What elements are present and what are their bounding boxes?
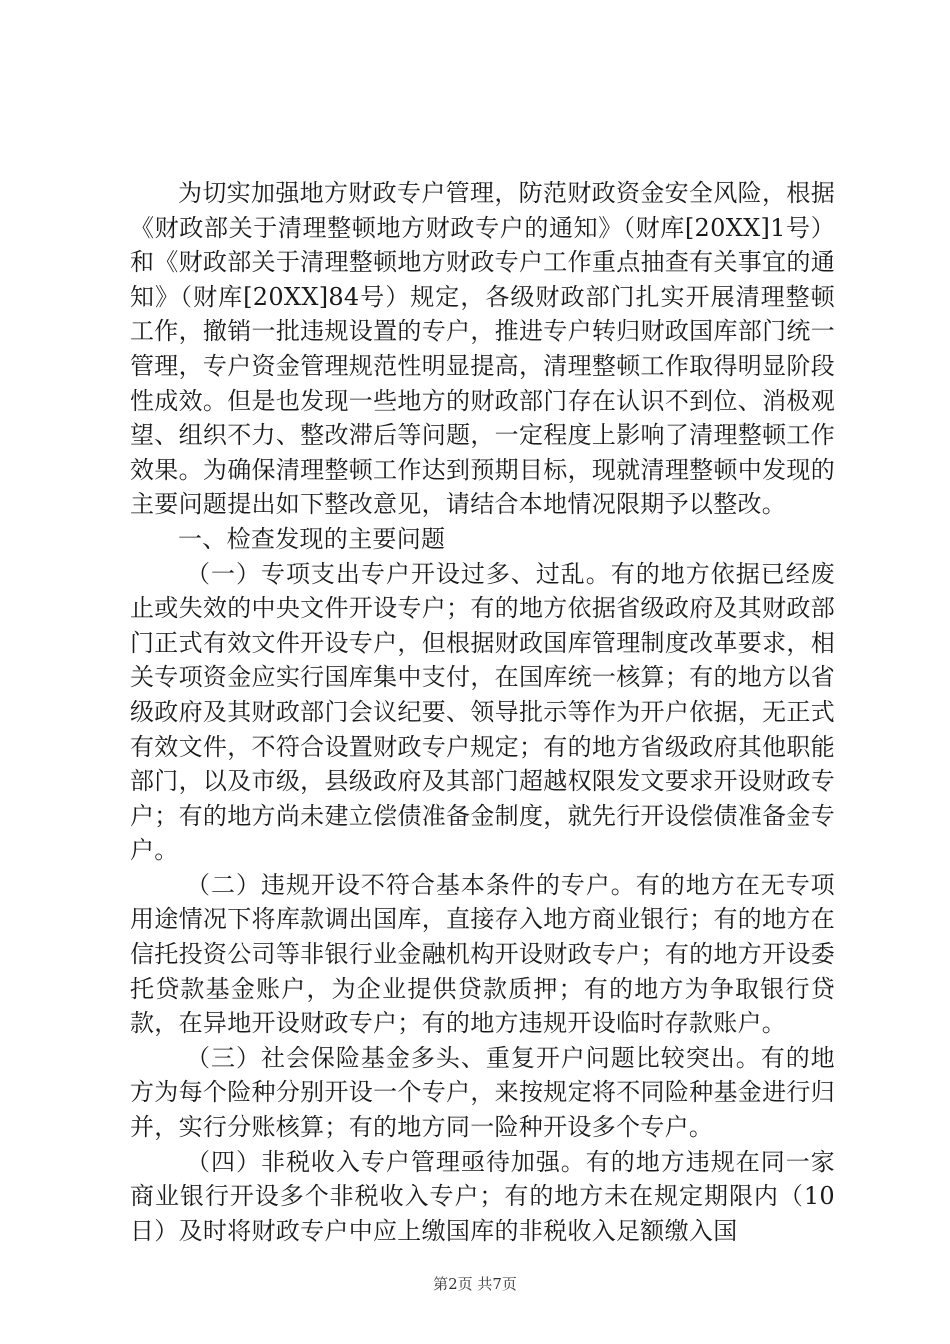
document-body: [130, 176, 835, 1248]
problem-paragraph-2: （二）违规开设不符合基本条件的专户。有的地方在无专项用途情况下将库款调出国库，直接存入地方商业银行；有的地方在信托投资公司等非银行业金融机构开设财政专户；有的地方开设委托贷款基金账户，为企业提供贷款质押；有的地方为争取银行贷款，在异地开设财政专户；有的地方违规开设临时存款账户。: [130, 870, 835, 1038]
page-footer: 第2页 共7页: [433, 1275, 517, 1293]
intro-paragraph: 为切实加强地方财政专户管理，防范财政资金安全风险，根据《财政部关于清理整顿地方财政专户的通知》（财库[20XX]1号）和《财政部关于清理整顿地方财政专户工作重点抽查有关事宜的通知》（财库[20XX]84号）规定，各级财政部门扎实开展清理整顿工作，撤销一批违规设置的专户，推进专户转归财政国库部门统一管理，专户资金管理规范性明显提高，清理整顿工作取得明显阶段性成效。但是也发现一些地方的财政部门存在认识不到位、消极观望、组织不力、整改滞后等问题，一定程度上影响了清理整顿工作效果。为确保清理整顿工作达到预期目标，现就清理整顿中发现的主要问题提出如下整改意见，请结合本地情况限期予以整改。: [130, 179, 835, 519]
problem-paragraph-3: （三）社会保险基金多头、重复开户问题比较突出。有的地方为每个险种分别开设一个专户，来按规定将不同险种基金进行归并，实行分账核算；有的地方同一险种开设多个专户。: [130, 1043, 835, 1142]
problem-paragraph-1: （一）专项支出专户开设过多、过乱。有的地方依据已经废止或失效的中央文件开设专户；有的地方依据省级政府及其财政部门正式有效文件开设专户，但根据财政国库管理制度改革要求，相关专项资金应实行国库集中支付，在国库统一核算；有的地方以省级政府及其财政部门会议纪要、领导批示等作为开户依据，无正式有效文件，不符合设置财政专户规定；有的地方省级政府其他职能部门，以及市级，县级政府及其部门超越权限发文要求开设财政专户；有的地方尚未建立偿债准备金制度，就先行开设偿债准备金专户。: [130, 559, 835, 865]
problem-paragraph-4: （四）非税收入专户管理亟待加强。有的地方违规在同一家商业银行开设多个非税收入专户；有的地方未在规定期限内（10日）及时将财政专户中应上缴国库的非税收入足额缴入国: [130, 1147, 835, 1245]
section-heading: 一、检查发现的主要问题: [178, 524, 446, 553]
